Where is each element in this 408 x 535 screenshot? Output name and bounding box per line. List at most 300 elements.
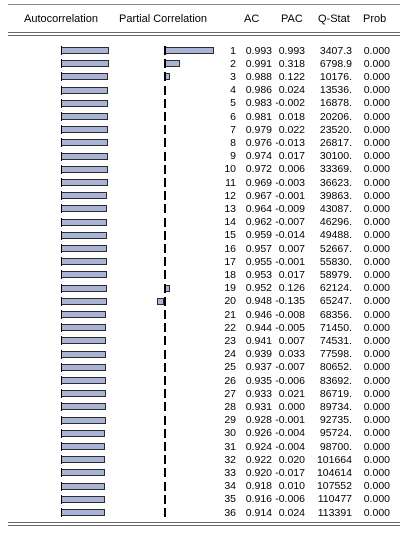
pac-zero-tick (164, 297, 166, 306)
ac-bar (61, 205, 107, 212)
prob-cell: 0.000 (363, 202, 390, 215)
ac-bar (61, 166, 108, 173)
qstat-cell: 52667. (319, 242, 352, 255)
ac-zero-tick (61, 297, 62, 306)
qstat-cell: 3407.3 (319, 44, 352, 57)
ac-cell: 0.916 (245, 493, 272, 506)
prob-cell: 0.000 (363, 321, 390, 334)
qstat-cell: 77598. (319, 348, 352, 361)
pac-zero-tick (164, 284, 166, 293)
ac-zero-tick (61, 191, 62, 200)
lag-cell: 15 (224, 229, 236, 242)
ac-cell: 0.993 (245, 44, 272, 57)
pac-cell: -0.007 (275, 361, 305, 374)
pac-zero-tick (164, 72, 166, 81)
autocorrelation-header: Autocorrelation (24, 13, 98, 25)
ac-bar (61, 73, 108, 80)
header-rule-1 (8, 32, 400, 33)
lag-cell: 27 (224, 387, 236, 400)
pac-cell: -0.013 (275, 136, 305, 149)
ac-zero-tick (61, 165, 62, 174)
lag-cell: 20 (224, 295, 236, 308)
prob-cell: 0.000 (363, 70, 390, 83)
qstat-cell: 16878. (319, 97, 352, 110)
pac-cell: 0.017 (278, 268, 305, 281)
qstat-cell: 49488. (319, 229, 352, 242)
qstat-cell: 55830. (319, 255, 352, 268)
pac-cell: 0.017 (278, 150, 305, 163)
ac-zero-tick (61, 416, 62, 425)
prob-cell: 0.000 (363, 123, 390, 136)
ac-cell: 0.941 (245, 334, 272, 347)
qstat-cell: 33369. (319, 163, 352, 176)
lag-cell: 13 (224, 202, 236, 215)
pac-zero-tick (164, 270, 166, 279)
ac-zero-tick (61, 389, 62, 398)
pac-cell: -0.007 (275, 216, 305, 229)
prob-cell: 0.000 (363, 242, 390, 255)
prob-cell: 0.000 (363, 440, 390, 453)
pac-cell: 0.007 (278, 242, 305, 255)
qstat-cell: 98700. (319, 440, 352, 453)
prob-cell: 0.000 (363, 229, 390, 242)
pac-cell: -0.135 (275, 295, 305, 308)
prob-cell: 0.000 (363, 84, 390, 97)
ac-cell: 0.937 (245, 361, 272, 374)
lag-cell: 6 (230, 110, 236, 123)
qstat-cell: 107552 (316, 480, 352, 493)
ac-bar (61, 496, 105, 503)
pac-zero-tick (164, 244, 166, 253)
prob-cell: 0.000 (363, 295, 390, 308)
ac-cell: 0.914 (245, 506, 272, 519)
qstat-cell: 74531. (319, 334, 352, 347)
prob-cell: 0.000 (363, 348, 390, 361)
ac-cell: 0.922 (245, 453, 272, 466)
ac-zero-tick (61, 59, 62, 68)
pac-zero-tick (164, 402, 166, 411)
lag-cell: 2 (230, 57, 236, 70)
pac-zero-tick (164, 99, 166, 108)
qstat-cell: 113391 (317, 506, 352, 519)
prob-cell: 0.000 (363, 136, 390, 149)
qstat-cell: 20206. (319, 110, 352, 123)
qstat-cell: 68356. (319, 308, 352, 321)
pac-cell: -0.006 (275, 374, 305, 387)
ac-bar (61, 100, 108, 107)
ac-cell: 0.955 (245, 255, 272, 268)
ac-zero-tick (61, 284, 62, 293)
lag-cell: 24 (224, 348, 236, 361)
pac-zero-tick (164, 191, 166, 200)
lag-cell: 10 (224, 163, 236, 176)
ac-zero-tick (61, 112, 62, 121)
pac-cell: 0.007 (278, 334, 305, 347)
qstat-cell: 39863. (319, 189, 352, 202)
prob-cell: 0.000 (363, 150, 390, 163)
prob-cell: 0.000 (363, 189, 390, 202)
lag-cell: 31 (224, 440, 236, 453)
lag-cell: 23 (224, 334, 236, 347)
pac-cell: 0.024 (278, 506, 305, 519)
pac-zero-tick (164, 59, 166, 68)
lag-cell: 34 (224, 480, 236, 493)
pac-cell: -0.003 (275, 176, 305, 189)
qstat-cell: 89734. (319, 400, 352, 413)
ac-zero-tick (61, 442, 62, 451)
ac-bar (61, 245, 107, 252)
pac-zero-tick (164, 495, 166, 504)
pac-zero-tick (164, 178, 166, 187)
ac-cell: 0.981 (245, 110, 272, 123)
pac-cell: -0.004 (275, 427, 305, 440)
prob-cell: 0.000 (363, 163, 390, 176)
lag-cell: 22 (224, 321, 236, 334)
ac-bar (61, 60, 109, 67)
ac-cell: 0.962 (245, 216, 272, 229)
pac-cell: -0.017 (275, 466, 305, 479)
lag-cell: 5 (230, 97, 236, 110)
ac-zero-tick (61, 336, 62, 345)
ac-zero-tick (61, 495, 62, 504)
lag-cell: 33 (224, 466, 236, 479)
ac-bar (61, 298, 107, 305)
qstat-cell: 101664 (316, 453, 352, 466)
ac-zero-tick (61, 323, 62, 332)
prob-cell: 0.000 (363, 400, 390, 413)
ac-cell: 0.959 (245, 229, 272, 242)
lag-cell: 8 (230, 136, 236, 149)
ac-cell: 0.952 (245, 282, 272, 295)
pac-zero-tick (164, 86, 166, 95)
pac-cell: 0.122 (278, 70, 305, 83)
ac-bar (61, 443, 105, 450)
lag-cell: 21 (224, 308, 236, 321)
pac-cell: -0.009 (275, 202, 305, 215)
ac-bar (61, 324, 106, 331)
lag-cell: 26 (224, 374, 236, 387)
lag-cell: 36 (224, 506, 236, 519)
prob-cell: 0.000 (363, 453, 390, 466)
qstat-cell: 71450. (319, 321, 352, 334)
prob-cell: 0.000 (363, 466, 390, 479)
prob-cell: 0.000 (363, 414, 390, 427)
ac-cell: 0.944 (245, 321, 272, 334)
lag-cell: 16 (224, 242, 236, 255)
pac-zero-tick (164, 468, 166, 477)
ac-cell: 0.974 (245, 150, 272, 163)
qstat-cell: 95724. (319, 427, 352, 440)
ac-cell: 0.986 (245, 84, 272, 97)
ac-cell: 0.991 (245, 57, 272, 70)
ac-cell: 0.946 (245, 308, 272, 321)
lag-cell: 35 (224, 493, 236, 506)
ac-bar (61, 469, 105, 476)
ac-bar (61, 219, 107, 226)
qstat-cell: 86719. (319, 387, 352, 400)
pac-cell: 0.022 (278, 123, 305, 136)
ac-bar (61, 47, 109, 54)
ac-cell: 0.918 (245, 480, 272, 493)
ac-bar (61, 139, 108, 146)
qstat-cell: 104614 (316, 466, 352, 479)
ac-cell: 0.967 (245, 189, 272, 202)
lag-cell: 30 (224, 427, 236, 440)
ac-zero-tick (61, 46, 62, 55)
qstat-cell: 13536. (319, 84, 352, 97)
ac-zero-tick (61, 270, 62, 279)
qstat-cell: 30100. (319, 150, 352, 163)
ac-bar (61, 417, 106, 424)
ac-cell: 0.988 (245, 70, 272, 83)
qstat-cell: 46296. (319, 216, 352, 229)
ac-bar (61, 483, 105, 490)
ac-bar (61, 377, 106, 384)
lag-cell: 4 (230, 84, 236, 97)
ac-zero-tick (61, 244, 62, 253)
lag-cell: 29 (224, 414, 236, 427)
ac-header: AC (244, 13, 260, 25)
qstat-cell: 80652. (319, 361, 352, 374)
pac-cell: -0.002 (275, 97, 305, 110)
ac-zero-tick (61, 152, 62, 161)
pac-zero-tick (164, 257, 166, 266)
prob-cell: 0.000 (363, 308, 390, 321)
ac-zero-tick (61, 204, 62, 213)
prob-cell: 0.000 (363, 44, 390, 57)
ac-bar (61, 232, 107, 239)
ac-cell: 0.933 (245, 387, 272, 400)
ac-cell: 0.969 (245, 176, 272, 189)
pac-zero-tick (164, 323, 166, 332)
ac-cell: 0.957 (245, 242, 272, 255)
prob-cell: 0.000 (363, 216, 390, 229)
ac-cell: 0.928 (245, 414, 272, 427)
pac-header: PAC (281, 13, 303, 25)
pac-cell: -0.001 (275, 255, 305, 268)
ac-cell: 0.931 (245, 400, 272, 413)
prob-cell: 0.000 (363, 110, 390, 123)
pac-zero-tick (164, 429, 166, 438)
ac-cell: 0.948 (245, 295, 272, 308)
qstat-cell: 26817. (319, 136, 352, 149)
prob-cell: 0.000 (363, 97, 390, 110)
qstat-cell: 58979. (319, 268, 352, 281)
ac-zero-tick (61, 178, 62, 187)
ac-cell: 0.953 (245, 268, 272, 281)
prob-cell: 0.000 (363, 176, 390, 189)
qstat-cell: 92735. (319, 414, 352, 427)
ac-zero-tick (61, 455, 62, 464)
pac-cell: -0.005 (275, 321, 305, 334)
ac-zero-tick (61, 363, 62, 372)
lag-cell: 3 (230, 70, 236, 83)
pac-zero-tick (164, 363, 166, 372)
pac-zero-tick (164, 165, 166, 174)
ac-bar (61, 403, 106, 410)
pac-zero-tick (164, 218, 166, 227)
ac-zero-tick (61, 231, 62, 240)
prob-header: Prob (363, 13, 387, 25)
ac-cell: 0.972 (245, 163, 272, 176)
prob-cell: 0.000 (363, 334, 390, 347)
qstat-cell: 36623. (319, 176, 352, 189)
prob-cell: 0.000 (363, 427, 390, 440)
pac-cell: -0.001 (275, 189, 305, 202)
qstat-cell: 83692. (319, 374, 352, 387)
qstat-cell: 62124. (319, 282, 352, 295)
ac-bar (61, 311, 106, 318)
prob-cell: 0.000 (363, 506, 390, 519)
pac-zero-tick (164, 336, 166, 345)
lag-cell: 18 (224, 268, 236, 281)
ac-zero-tick (61, 376, 62, 385)
top-rule (8, 4, 400, 5)
ac-bar (61, 113, 108, 120)
pac-cell: 0.318 (278, 57, 305, 70)
ac-bar (61, 87, 108, 94)
ac-bar (61, 285, 107, 292)
lag-cell: 9 (230, 150, 236, 163)
lag-cell: 1 (230, 44, 236, 57)
ac-zero-tick (61, 508, 62, 517)
pac-zero-tick (164, 482, 166, 491)
ac-cell: 0.920 (245, 466, 272, 479)
pac-zero-tick (164, 350, 166, 359)
ac-cell: 0.964 (245, 202, 272, 215)
ac-zero-tick (61, 125, 62, 134)
pac-zero-tick (164, 310, 166, 319)
pac-cell: 0.126 (278, 282, 305, 295)
ac-zero-tick (61, 72, 62, 81)
ac-cell: 0.979 (245, 123, 272, 136)
qstat-cell: 23520. (319, 123, 352, 136)
ac-cell: 0.939 (245, 348, 272, 361)
lag-cell: 32 (224, 453, 236, 466)
pac-cell: 0.024 (278, 84, 305, 97)
lag-cell: 25 (224, 361, 236, 374)
prob-cell: 0.000 (363, 282, 390, 295)
ac-bar (61, 153, 108, 160)
footer-rule-1 (8, 522, 400, 523)
lag-cell: 19 (224, 282, 236, 295)
qstat-cell: 43087. (319, 202, 352, 215)
lag-cell: 17 (224, 255, 236, 268)
pac-zero-tick (164, 389, 166, 398)
prob-cell: 0.000 (363, 255, 390, 268)
ac-bar (61, 192, 107, 199)
prob-cell: 0.000 (363, 374, 390, 387)
ac-cell: 0.983 (245, 97, 272, 110)
pac-zero-tick (164, 46, 166, 55)
ac-bar (61, 364, 106, 371)
lag-cell: 14 (224, 216, 236, 229)
ac-zero-tick (61, 99, 62, 108)
pac-bar (157, 298, 164, 305)
pac-zero-tick (164, 508, 166, 517)
header-rule-2 (8, 35, 400, 36)
pac-zero-tick (164, 376, 166, 385)
qstat-cell: 65247. (319, 295, 352, 308)
ac-bar (61, 351, 106, 358)
ac-zero-tick (61, 482, 62, 491)
pac-zero-tick (164, 138, 166, 147)
ac-bar (61, 509, 105, 516)
lag-cell: 11 (225, 176, 236, 189)
prob-cell: 0.000 (363, 57, 390, 70)
prob-cell: 0.000 (363, 387, 390, 400)
pac-cell: 0.020 (278, 453, 305, 466)
prob-cell: 0.000 (363, 493, 390, 506)
pac-cell: -0.008 (275, 308, 305, 321)
ac-bar (61, 126, 108, 133)
pac-bar (164, 60, 180, 67)
ac-bar (61, 271, 107, 278)
qstat-cell: 6798.9 (319, 57, 352, 70)
ac-bar (61, 390, 106, 397)
ac-bar (61, 258, 107, 265)
pac-zero-tick (164, 455, 166, 464)
pac-bar (164, 47, 214, 54)
pac-zero-tick (164, 152, 166, 161)
pac-zero-tick (164, 112, 166, 121)
pac-cell: 0.010 (278, 480, 305, 493)
lag-cell: 12 (224, 189, 236, 202)
qstat-cell: 110477 (317, 493, 352, 506)
ac-bar (61, 456, 105, 463)
prob-cell: 0.000 (363, 480, 390, 493)
pac-cell: -0.014 (275, 229, 305, 242)
prob-cell: 0.000 (363, 268, 390, 281)
prob-cell: 0.000 (363, 361, 390, 374)
pac-cell: 0.993 (278, 44, 305, 57)
qstat-header: Q-Stat (318, 13, 350, 25)
ac-zero-tick (61, 86, 62, 95)
ac-cell: 0.926 (245, 427, 272, 440)
pac-zero-tick (164, 125, 166, 134)
ac-bar (61, 337, 106, 344)
lag-cell: 7 (230, 123, 236, 136)
ac-zero-tick (61, 402, 62, 411)
ac-zero-tick (61, 138, 62, 147)
pac-cell: 0.018 (278, 110, 305, 123)
ac-bar (61, 430, 105, 437)
ac-zero-tick (61, 310, 62, 319)
partial-correlation-header: Partial Correlation (119, 13, 208, 25)
qstat-cell: 10176. (319, 70, 352, 83)
pac-zero-tick (164, 416, 166, 425)
pac-zero-tick (164, 231, 166, 240)
lag-cell: 28 (224, 400, 236, 413)
pac-cell: -0.004 (275, 440, 305, 453)
ac-zero-tick (61, 218, 62, 227)
ac-bar (61, 179, 108, 186)
ac-cell: 0.924 (245, 440, 272, 453)
ac-zero-tick (61, 350, 62, 359)
pac-cell: -0.006 (275, 493, 305, 506)
pac-cell: 0.006 (278, 163, 305, 176)
pac-zero-tick (164, 442, 166, 451)
ac-cell: 0.976 (245, 136, 272, 149)
pac-cell: 0.021 (278, 387, 305, 400)
footer-rule-2 (8, 525, 400, 526)
pac-cell: 0.033 (278, 348, 305, 361)
pac-zero-tick (164, 204, 166, 213)
ac-zero-tick (61, 429, 62, 438)
pac-cell: -0.001 (275, 414, 305, 427)
pac-cell: 0.000 (278, 400, 305, 413)
ac-zero-tick (61, 468, 62, 477)
